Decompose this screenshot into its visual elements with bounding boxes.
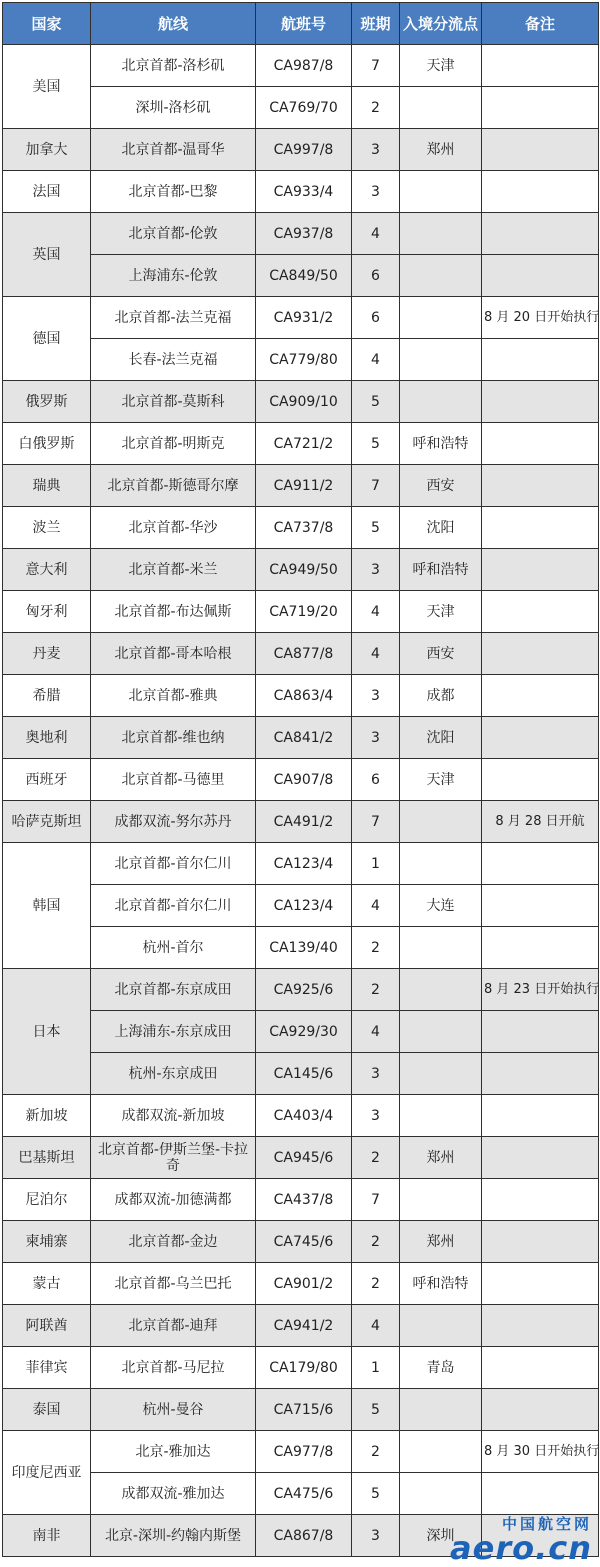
country-cell: 法国 <box>3 171 91 213</box>
remark-cell: 8 月 30 日开始执行 <box>482 1431 599 1473</box>
entry-point-cell: 呼和浩特 <box>400 549 482 591</box>
schedule-cell: 6 <box>352 297 400 339</box>
schedule-cell: 4 <box>352 213 400 255</box>
entry-point-cell <box>400 255 482 297</box>
remark-cell <box>482 45 599 87</box>
schedule-cell: 5 <box>352 423 400 465</box>
entry-point-cell: 天津 <box>400 759 482 801</box>
route-cell: 北京首都-首尔仁川 <box>91 885 256 927</box>
country-cell: 希腊 <box>3 675 91 717</box>
flight-number-cell: CA721/2 <box>256 423 352 465</box>
schedule-cell: 4 <box>352 339 400 381</box>
table-row <box>3 969 599 1011</box>
remark-cell <box>482 339 599 381</box>
remark-cell <box>482 87 599 129</box>
flight-schedule-table <box>2 2 599 1557</box>
remark-cell <box>482 633 599 675</box>
route-cell: 北京首都-华沙 <box>91 507 256 549</box>
remark-cell <box>482 1473 599 1515</box>
country-cell: 柬埔寨 <box>3 1221 91 1263</box>
table-row <box>3 507 599 549</box>
schedule-cell: 7 <box>352 45 400 87</box>
entry-point-cell <box>400 1431 482 1473</box>
flight-number-cell: CA877/8 <box>256 633 352 675</box>
table-row <box>3 1011 599 1053</box>
entry-point-cell <box>400 171 482 213</box>
schedule-cell: 3 <box>352 675 400 717</box>
flight-number-cell: CA901/2 <box>256 1263 352 1305</box>
flight-number-cell: CA997/8 <box>256 129 352 171</box>
country-cell: 菲律宾 <box>3 1347 91 1389</box>
header-flight-number: 航班号 <box>256 3 352 45</box>
flight-number-cell: CA719/20 <box>256 591 352 633</box>
schedule-cell: 2 <box>352 969 400 1011</box>
country-cell: 意大利 <box>3 549 91 591</box>
remark-cell <box>482 465 599 507</box>
entry-point-cell <box>400 297 482 339</box>
table-row <box>3 1389 599 1431</box>
flight-number-cell: CA841/2 <box>256 717 352 759</box>
schedule-cell: 7 <box>352 801 400 843</box>
table-row <box>3 1263 599 1305</box>
flight-number-cell: CA779/80 <box>256 339 352 381</box>
remark-cell <box>482 1221 599 1263</box>
schedule-cell: 3 <box>352 171 400 213</box>
table-row <box>3 633 599 675</box>
route-cell: 北京首都-莫斯科 <box>91 381 256 423</box>
table-row <box>3 1221 599 1263</box>
watermark-logo <box>450 1515 592 1567</box>
remark-cell <box>482 1347 599 1389</box>
route-cell: 北京首都-伊斯兰堡-卡拉奇 <box>91 1137 256 1179</box>
route-cell: 北京首都-巴黎 <box>91 171 256 213</box>
flight-number-cell: CA715/6 <box>256 1389 352 1431</box>
table-row <box>3 1473 599 1515</box>
remark-cell <box>482 1095 599 1137</box>
country-cell: 丹麦 <box>3 633 91 675</box>
header-country: 国家 <box>3 3 91 45</box>
remark-cell: 8 月 20 日开始执行 <box>482 297 599 339</box>
route-cell: 北京首都-马尼拉 <box>91 1347 256 1389</box>
country-cell: 日本 <box>3 969 91 1095</box>
remark-cell <box>482 885 599 927</box>
entry-point-cell: 西安 <box>400 465 482 507</box>
entry-point-cell <box>400 1389 482 1431</box>
table-body <box>3 45 599 1557</box>
route-cell: 北京首都-哥本哈根 <box>91 633 256 675</box>
country-cell: 西班牙 <box>3 759 91 801</box>
entry-point-cell: 沈阳 <box>400 507 482 549</box>
remark-cell <box>482 1179 599 1221</box>
schedule-cell: 5 <box>352 1473 400 1515</box>
country-cell: 俄罗斯 <box>3 381 91 423</box>
schedule-cell: 2 <box>352 927 400 969</box>
remark-cell <box>482 1053 599 1095</box>
table-row <box>3 381 599 423</box>
schedule-cell: 7 <box>352 465 400 507</box>
schedule-cell: 3 <box>352 1515 400 1557</box>
route-cell: 成都双流-努尔苏丹 <box>91 801 256 843</box>
entry-point-cell <box>400 339 482 381</box>
table-row <box>3 885 599 927</box>
flight-number-cell: CA745/6 <box>256 1221 352 1263</box>
schedule-cell: 4 <box>352 1305 400 1347</box>
table-row <box>3 129 599 171</box>
remark-cell <box>482 1389 599 1431</box>
schedule-cell: 3 <box>352 1095 400 1137</box>
route-cell: 北京首都-斯德哥尔摩 <box>91 465 256 507</box>
remark-cell <box>482 591 599 633</box>
schedule-cell: 2 <box>352 1221 400 1263</box>
route-cell: 北京首都-伦敦 <box>91 213 256 255</box>
entry-point-cell <box>400 801 482 843</box>
route-cell: 成都双流-加德满都 <box>91 1179 256 1221</box>
route-cell: 北京首都-洛杉矶 <box>91 45 256 87</box>
flight-number-cell: CA941/2 <box>256 1305 352 1347</box>
schedule-cell: 1 <box>352 1347 400 1389</box>
remark-cell <box>482 381 599 423</box>
country-cell: 英国 <box>3 213 91 297</box>
entry-point-cell <box>400 969 482 1011</box>
schedule-cell: 5 <box>352 1389 400 1431</box>
route-cell: 北京首都-温哥华 <box>91 129 256 171</box>
country-cell: 德国 <box>3 297 91 381</box>
entry-point-cell: 天津 <box>400 45 482 87</box>
table-row <box>3 423 599 465</box>
country-cell: 尼泊尔 <box>3 1179 91 1221</box>
flight-number-cell: CA867/8 <box>256 1515 352 1557</box>
schedule-cell: 6 <box>352 759 400 801</box>
country-cell: 瑞典 <box>3 465 91 507</box>
table-row <box>3 45 599 87</box>
table-header-row <box>3 3 599 45</box>
entry-point-cell <box>400 1305 482 1347</box>
flight-number-cell: CA909/10 <box>256 381 352 423</box>
entry-point-cell: 西安 <box>400 633 482 675</box>
remark-cell <box>482 423 599 465</box>
remark-cell <box>482 675 599 717</box>
remark-cell <box>482 549 599 591</box>
flight-number-cell: CA937/8 <box>256 213 352 255</box>
flight-number-cell: CA849/50 <box>256 255 352 297</box>
route-cell: 北京首都-雅典 <box>91 675 256 717</box>
schedule-cell: 2 <box>352 87 400 129</box>
flight-number-cell: CA179/80 <box>256 1347 352 1389</box>
table-row <box>3 87 599 129</box>
remark-cell <box>482 255 599 297</box>
entry-point-cell <box>400 381 482 423</box>
table-row <box>3 549 599 591</box>
remark-cell <box>482 843 599 885</box>
route-cell: 北京-深圳-约翰内斯堡 <box>91 1515 256 1557</box>
route-cell: 北京首都-乌兰巴托 <box>91 1263 256 1305</box>
header-route: 航线 <box>91 3 256 45</box>
flight-number-cell: CA977/8 <box>256 1431 352 1473</box>
route-cell: 杭州-东京成田 <box>91 1053 256 1095</box>
flight-number-cell: CA437/8 <box>256 1179 352 1221</box>
entry-point-cell: 沈阳 <box>400 717 482 759</box>
flight-number-cell: CA911/2 <box>256 465 352 507</box>
schedule-cell: 4 <box>352 1011 400 1053</box>
table-row <box>3 801 599 843</box>
table-row <box>3 339 599 381</box>
remark-cell: 8 月 28 日开航 <box>482 801 599 843</box>
schedule-cell: 3 <box>352 129 400 171</box>
remark-cell <box>482 717 599 759</box>
table-row <box>3 1137 599 1179</box>
route-cell: 深圳-洛杉矶 <box>91 87 256 129</box>
schedule-cell: 2 <box>352 1137 400 1179</box>
flight-number-cell: CA929/30 <box>256 1011 352 1053</box>
entry-point-cell: 青岛 <box>400 1347 482 1389</box>
remark-cell <box>482 1137 599 1179</box>
table-row <box>3 1305 599 1347</box>
flight-number-cell: CA945/6 <box>256 1137 352 1179</box>
route-cell: 北京首都-米兰 <box>91 549 256 591</box>
table-row <box>3 1347 599 1389</box>
table-row <box>3 675 599 717</box>
entry-point-cell: 天津 <box>400 591 482 633</box>
table-row <box>3 1431 599 1473</box>
entry-point-cell: 呼和浩特 <box>400 1263 482 1305</box>
table-row <box>3 255 599 297</box>
table-row <box>3 465 599 507</box>
country-cell: 印度尼西亚 <box>3 1431 91 1515</box>
country-cell: 巴基斯坦 <box>3 1137 91 1179</box>
route-cell: 成都双流-雅加达 <box>91 1473 256 1515</box>
flight-number-cell: CA145/6 <box>256 1053 352 1095</box>
remark-cell <box>482 213 599 255</box>
watermark-en-text: aero.cn <box>450 1529 592 1567</box>
table-row <box>3 1179 599 1221</box>
header-schedule: 班期 <box>352 3 400 45</box>
flight-number-cell: CA737/8 <box>256 507 352 549</box>
schedule-cell: 2 <box>352 1431 400 1473</box>
schedule-cell: 4 <box>352 633 400 675</box>
entry-point-cell <box>400 213 482 255</box>
country-cell: 哈萨克斯坦 <box>3 801 91 843</box>
table-row <box>3 213 599 255</box>
route-cell: 北京首都-迪拜 <box>91 1305 256 1347</box>
schedule-cell: 3 <box>352 717 400 759</box>
route-cell: 北京首都-首尔仁川 <box>91 843 256 885</box>
flight-number-cell: CA933/4 <box>256 171 352 213</box>
flight-number-cell: CA769/70 <box>256 87 352 129</box>
schedule-cell: 1 <box>352 843 400 885</box>
route-cell: 上海浦东-东京成田 <box>91 1011 256 1053</box>
remark-cell <box>482 1305 599 1347</box>
flight-number-cell: CA491/2 <box>256 801 352 843</box>
table-row <box>3 1053 599 1095</box>
table-row <box>3 591 599 633</box>
country-cell: 匈牙利 <box>3 591 91 633</box>
remark-cell: 8 月 23 日开始执行 <box>482 969 599 1011</box>
entry-point-cell: 郑州 <box>400 1137 482 1179</box>
entry-point-cell: 郑州 <box>400 1221 482 1263</box>
flight-number-cell: CA931/2 <box>256 297 352 339</box>
route-cell: 北京首都-马德里 <box>91 759 256 801</box>
flight-number-cell: CA863/4 <box>256 675 352 717</box>
entry-point-cell <box>400 843 482 885</box>
table-row <box>3 927 599 969</box>
flight-number-cell: CA925/6 <box>256 969 352 1011</box>
flight-number-cell: CA949/50 <box>256 549 352 591</box>
remark-cell <box>482 1263 599 1305</box>
entry-point-cell <box>400 1095 482 1137</box>
table-row <box>3 759 599 801</box>
route-cell: 北京首都-金边 <box>91 1221 256 1263</box>
route-cell: 杭州-首尔 <box>91 927 256 969</box>
flight-number-cell: CA403/4 <box>256 1095 352 1137</box>
route-cell: 北京首都-明斯克 <box>91 423 256 465</box>
flight-number-cell: CA123/4 <box>256 885 352 927</box>
flight-number-cell: CA475/6 <box>256 1473 352 1515</box>
route-cell: 北京首都-法兰克福 <box>91 297 256 339</box>
flight-number-cell: CA123/4 <box>256 843 352 885</box>
schedule-cell: 2 <box>352 1263 400 1305</box>
header-remark: 备注 <box>482 3 599 45</box>
table-row <box>3 1095 599 1137</box>
route-cell: 北京首都-布达佩斯 <box>91 591 256 633</box>
schedule-cell: 5 <box>352 381 400 423</box>
flight-number-cell: CA139/40 <box>256 927 352 969</box>
entry-point-cell <box>400 1053 482 1095</box>
table-row <box>3 717 599 759</box>
country-cell: 蒙古 <box>3 1263 91 1305</box>
route-cell: 北京首都-维也纳 <box>91 717 256 759</box>
country-cell: 南非 <box>3 1515 91 1557</box>
route-cell: 长春-法兰克福 <box>91 339 256 381</box>
route-cell: 成都双流-新加坡 <box>91 1095 256 1137</box>
schedule-cell: 3 <box>352 549 400 591</box>
country-cell: 韩国 <box>3 843 91 969</box>
entry-point-cell <box>400 927 482 969</box>
entry-point-cell: 深圳 <box>400 1515 482 1557</box>
country-cell: 新加坡 <box>3 1095 91 1137</box>
remark-cell <box>482 171 599 213</box>
entry-point-cell <box>400 1473 482 1515</box>
entry-point-cell <box>400 1179 482 1221</box>
country-cell: 波兰 <box>3 507 91 549</box>
route-cell: 杭州-曼谷 <box>91 1389 256 1431</box>
entry-point-cell <box>400 87 482 129</box>
route-cell: 北京首都-东京成田 <box>91 969 256 1011</box>
remark-cell <box>482 129 599 171</box>
table-row <box>3 171 599 213</box>
country-cell: 阿联酋 <box>3 1305 91 1347</box>
remark-cell <box>482 507 599 549</box>
route-cell: 北京-雅加达 <box>91 1431 256 1473</box>
table-row <box>3 297 599 339</box>
schedule-cell: 7 <box>352 1179 400 1221</box>
schedule-cell: 3 <box>352 1053 400 1095</box>
flight-number-cell: CA987/8 <box>256 45 352 87</box>
entry-point-cell: 呼和浩特 <box>400 423 482 465</box>
country-cell: 加拿大 <box>3 129 91 171</box>
schedule-cell: 4 <box>352 885 400 927</box>
route-cell: 上海浦东-伦敦 <box>91 255 256 297</box>
country-cell: 美国 <box>3 45 91 129</box>
schedule-cell: 6 <box>352 255 400 297</box>
entry-point-cell: 大连 <box>400 885 482 927</box>
header-entry-point: 入境分流点 <box>400 3 482 45</box>
remark-cell <box>482 927 599 969</box>
watermark-cn-text: 中国航空网 <box>501 1515 592 1533</box>
entry-point-cell <box>400 1011 482 1053</box>
entry-point-cell: 成都 <box>400 675 482 717</box>
schedule-cell: 5 <box>352 507 400 549</box>
remark-cell <box>482 759 599 801</box>
table-row <box>3 843 599 885</box>
country-cell: 泰国 <box>3 1389 91 1431</box>
schedule-cell: 4 <box>352 591 400 633</box>
entry-point-cell: 郑州 <box>400 129 482 171</box>
flight-number-cell: CA907/8 <box>256 759 352 801</box>
country-cell: 白俄罗斯 <box>3 423 91 465</box>
country-cell: 奥地利 <box>3 717 91 759</box>
remark-cell <box>482 1011 599 1053</box>
